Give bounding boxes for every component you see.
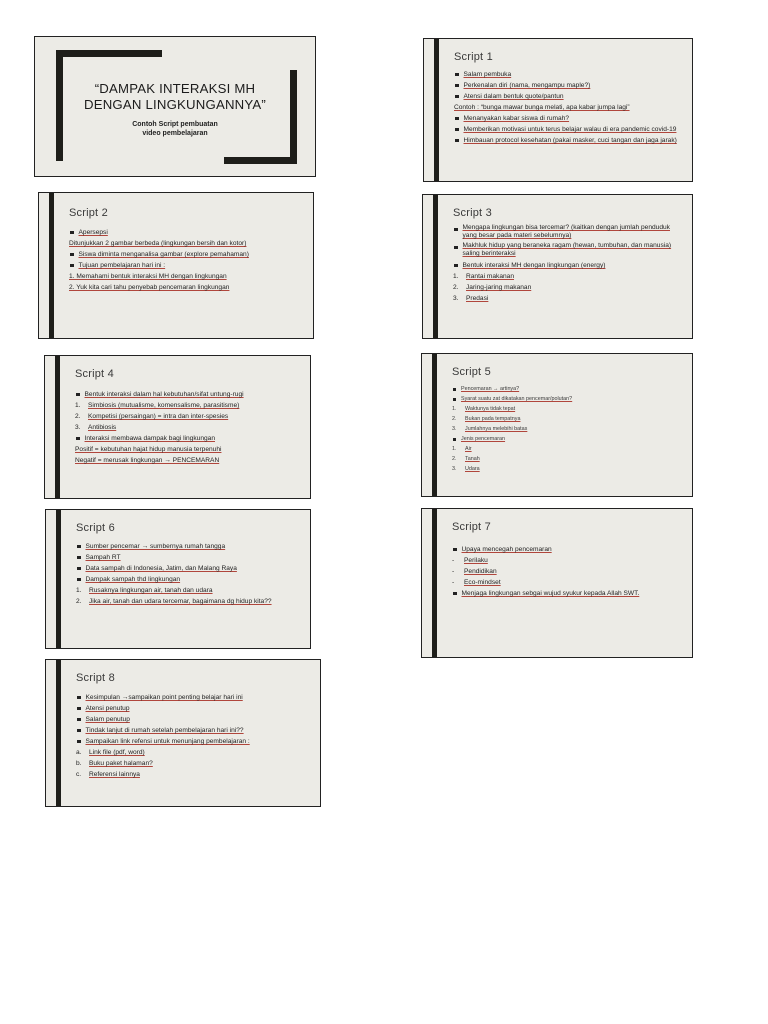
list-number: 3.: [75, 424, 81, 431]
slide-line-text: Sampaikan link refensi untuk menunjang pembelajaran :: [85, 738, 250, 745]
list-number: 1.: [452, 446, 457, 452]
slide-line: [452, 424, 684, 434]
square-bullet-icon: [455, 128, 459, 132]
slide-line: [76, 552, 302, 563]
slide-accent-bar: [432, 354, 437, 496]
slide-line-text: Sampah RT: [85, 554, 121, 561]
slide-script-1[interactable]: [423, 38, 693, 182]
slide-line: [75, 455, 302, 466]
list-number: 3.: [452, 466, 457, 472]
slide-line: [454, 80, 684, 91]
slide-line-text: Salam penutup: [85, 716, 130, 723]
title-slide[interactable]: [34, 36, 316, 177]
slide-accent-bar: [432, 509, 437, 657]
slide-line: [76, 725, 312, 736]
slide-line: [452, 577, 684, 588]
slide-line: [76, 714, 312, 725]
slide-line-text: Bentuk interaksi dalam hal kebutuhan/sifat untung-rugi: [84, 391, 244, 398]
dash-bullet-icon: -: [452, 579, 455, 586]
square-bullet-icon: [454, 228, 458, 232]
slide-line-text: 1. Memahami bentuk interaksi MH dengan lingkungan: [69, 273, 227, 280]
slide-script-4[interactable]: [44, 355, 311, 499]
slide-line-text: Apersepsi: [78, 229, 108, 236]
slide-line: [452, 464, 684, 474]
slide-line-text: Waktunya tidak tepat: [465, 406, 516, 412]
list-number: 3.: [452, 426, 457, 432]
square-bullet-icon: [77, 545, 81, 549]
slide-line-text: Jenis pencemaran: [461, 436, 506, 442]
slide-line: [454, 124, 684, 135]
slide-line: [453, 260, 684, 271]
slide-line-text: Jaring-jaring makanan: [466, 284, 532, 291]
square-bullet-icon: [454, 246, 458, 250]
slide-line: [453, 242, 684, 258]
slide-line-text: Tanah: [465, 456, 480, 462]
slide-title: Script 1: [454, 51, 493, 63]
slide-title: Script 2: [69, 207, 108, 219]
slide-line-text: Atensi dalam bentuk quote/pantun: [463, 93, 564, 100]
slide-line: [69, 271, 305, 282]
slide-line: [452, 444, 684, 454]
square-bullet-icon: [76, 393, 80, 397]
slide-line-text: Pendidikan: [464, 568, 497, 575]
slide-line: [452, 454, 684, 464]
slide-line: [453, 271, 684, 282]
slide-accent-bar: [56, 660, 61, 806]
list-number: a.: [76, 749, 82, 756]
slide-line: [453, 224, 684, 240]
square-bullet-icon: [77, 707, 81, 711]
slide-line: [69, 260, 305, 271]
dash-bullet-icon: -: [452, 557, 455, 564]
slide-line-text: Bentuk interaksi MH dengan lingkungan (energy): [462, 262, 606, 269]
list-number: 1.: [76, 587, 82, 594]
dash-bullet-icon: -: [452, 568, 455, 575]
square-bullet-icon: [70, 231, 74, 235]
slide-line: [76, 541, 302, 552]
slide-line-text: Eco-mindset: [464, 579, 501, 586]
slide-line-text: Positif = kebutuhan hajat hidup manusia terpenuhi: [75, 446, 222, 453]
slide-line: [75, 411, 302, 422]
slide-line-text: Kompetisi (persaingan) = intra dan inter-spesies: [88, 413, 229, 420]
presentation-title-line-1: “DAMPAK INTERAKSI MH: [94, 81, 256, 96]
slide-body: [76, 541, 302, 607]
slide-line: [454, 91, 684, 102]
slide-line-text: Perkenalan diri (nama, mengampu maple?): [463, 82, 591, 89]
square-bullet-icon: [77, 729, 81, 733]
square-bullet-icon: [77, 556, 81, 560]
slide-line: [452, 434, 684, 444]
slide-line: [69, 282, 305, 293]
slide-accent-bar: [434, 39, 439, 181]
slide-accent-bar: [55, 356, 60, 498]
slide-line-text: Link file (pdf, word): [89, 749, 145, 756]
square-bullet-icon: [455, 139, 459, 143]
slide-line: [454, 69, 684, 80]
slide-script-5[interactable]: [421, 353, 693, 497]
list-number: 1.: [452, 406, 457, 412]
square-bullet-icon: [455, 117, 459, 121]
slide-line-text: Pencemaran → artinya?: [461, 386, 520, 392]
list-number: b.: [76, 760, 82, 767]
slide-line: [76, 574, 302, 585]
slide-title: Script 8: [76, 672, 115, 684]
slide-accent-bar: [49, 193, 54, 338]
slide-line-text: Dampak sampah thd lingkungan: [85, 576, 181, 583]
slide-script-6[interactable]: [45, 509, 311, 649]
list-number: 2.: [75, 413, 81, 420]
square-bullet-icon: [453, 592, 457, 596]
slide-line: [453, 282, 684, 293]
slide-line: [452, 555, 684, 566]
square-bullet-icon: [77, 578, 81, 582]
slide-line-text: Makhluk hidup yang beraneka ragam (hewan, tumbuhan, dan manusia) saling berinteraksi: [462, 242, 672, 257]
slide-line: [69, 249, 305, 260]
square-bullet-icon: [455, 84, 459, 88]
slide-line-text: Perilaku: [464, 557, 488, 564]
list-number: 1.: [75, 402, 81, 409]
slide-line-text: Salam pembuka: [463, 71, 512, 78]
slide-title: Script 3: [453, 207, 492, 219]
slide-line: [76, 703, 312, 714]
slide-line: [454, 135, 684, 146]
slide-line: [69, 238, 305, 249]
square-bullet-icon: [453, 398, 456, 401]
slide-line-text: Data sampah di Indonesia, Jatim, dan Malang Raya: [85, 565, 237, 572]
square-bullet-icon: [77, 567, 81, 571]
slide-line-text: Simbiosis (mutualisme, komensalisme, parasitisme): [88, 402, 240, 409]
slide-line: [75, 433, 302, 444]
square-bullet-icon: [70, 264, 74, 268]
slide-line-text: Mengapa lingkungan bisa tercemar? (kaitkan dengan jumlah penduduk yang besar pada materi sebelumnya): [462, 224, 670, 239]
slide-line-text: Udara: [465, 466, 480, 472]
slide-line-text: Tindak lanjut di rumah setelah pembelajaran hari ini??: [85, 727, 244, 734]
slide-line-text: Himbauan protocol kesehatan (pakai masker, cuci tangan dan jaga jarak): [463, 137, 677, 144]
slide-line-text: Upaya mencegah pencemaran: [461, 546, 552, 553]
slide-line-text: Tujuan pembelajaran hari ini :: [78, 262, 166, 269]
slide-line: [76, 563, 302, 574]
slide-line-text: Rantai makanan: [466, 273, 515, 280]
list-number: 1.: [453, 273, 459, 280]
square-bullet-icon: [76, 437, 80, 441]
slide-script-7[interactable]: [421, 508, 693, 658]
slide-line: [452, 384, 684, 394]
slide-script-2[interactable]: [38, 192, 314, 339]
square-bullet-icon: [454, 264, 458, 268]
slide-line: [452, 404, 684, 414]
slide-script-8[interactable]: [45, 659, 321, 807]
slide-line-text: Antibiosis: [88, 424, 117, 431]
slide-line-text: Air: [465, 446, 472, 452]
slide-line: [76, 585, 302, 596]
slide-line-text: Interaksi membawa dampak bagi lingkungan: [84, 435, 215, 442]
slide-line-text: Sumber pencemar → sumbernya rumah tangga: [85, 543, 226, 550]
slide-line: [76, 596, 302, 607]
presentation-subtitle-line-2: video pembelajaran: [142, 130, 208, 137]
square-bullet-icon: [77, 696, 81, 700]
frame-bottom-bar: [224, 157, 297, 164]
slide-title: Script 6: [76, 522, 115, 534]
slide-line: [75, 389, 302, 400]
square-bullet-icon: [77, 740, 81, 744]
slide-line: [76, 747, 312, 758]
slide-body: [453, 224, 684, 304]
slide-line: [452, 394, 684, 404]
slide-body: [69, 227, 305, 293]
slide-line-text: Kesimpulan →sampaikan point penting belajar hari ini: [85, 694, 243, 701]
slide-body: [454, 69, 684, 146]
list-number: 2.: [76, 598, 82, 605]
square-bullet-icon: [455, 73, 459, 77]
slide-line-text: Predasi: [466, 295, 489, 302]
slide-body: [452, 384, 684, 474]
slide-line: [452, 588, 684, 599]
slide-title: Script 5: [452, 366, 491, 378]
slide-line: [76, 692, 312, 703]
square-bullet-icon: [77, 718, 81, 722]
slide-script-3[interactable]: [422, 194, 693, 339]
slide-line-text: Syarat suatu zat dikatakan pencemar/polutan?: [461, 396, 573, 402]
list-number: 3.: [453, 295, 459, 302]
slide-line-text: Jumlahnya melebihi batas: [465, 426, 528, 432]
slide-line: [69, 227, 305, 238]
slide-line-text: Contoh : “bunga mawar bunga melati, apa kabar jumpa lagi”: [454, 104, 630, 111]
slide-line-text: Memberikan motivasi untuk terus belajar walau di era pandemic covid-19: [463, 126, 677, 133]
slide-body: [75, 389, 302, 466]
slide-line-text: Negatif = merusak lingkungan → PENCEMARAN: [75, 457, 220, 464]
square-bullet-icon: [453, 548, 457, 552]
slide-line: [452, 566, 684, 577]
slide-line: [76, 769, 312, 780]
slide-line: [452, 414, 684, 424]
slide-line: [453, 293, 684, 304]
slide-line: [76, 758, 312, 769]
slide-line-text: Buku paket halaman?: [89, 760, 153, 767]
slide-line-text: Referensi lainnya: [89, 771, 140, 778]
slide-line-text: Ditunjukkan 2 gambar berbeda (lingkungan bersih dan kotor): [69, 240, 247, 247]
list-number: 2.: [452, 416, 457, 422]
list-number: 2.: [453, 284, 459, 291]
slide-line: [75, 422, 302, 433]
square-bullet-icon: [70, 253, 74, 257]
slide-line-text: 2. Yuk kita cari tahu penyebab pencemaran lingkungan: [69, 284, 230, 291]
slide-line-text: Jika air, tanah dan udara tercemar, bagaimana dg hidup kita??: [89, 598, 272, 605]
slide-body: [452, 544, 684, 599]
list-number: 2.: [452, 456, 457, 462]
slide-line-text: Bukan pada tempatnya: [465, 416, 521, 422]
slide-line: [76, 736, 312, 747]
slide-line: [454, 113, 684, 124]
presentation-subtitle-line-1: Contoh Script pembuatan: [132, 121, 218, 128]
slide-line: [75, 400, 302, 411]
presentation-title-line-2: DENGAN LINGKUNGANNYA”: [83, 97, 266, 112]
slide-title: Script 7: [452, 521, 491, 533]
square-bullet-icon: [453, 438, 456, 441]
slide-line-text: Atensi penutup: [85, 705, 130, 712]
slide-line-text: Siswa diminta menganalisa gambar (explore pemahaman): [78, 251, 249, 258]
frame-top-bar: [56, 50, 162, 57]
list-number: c.: [76, 771, 82, 778]
slide-body: [76, 692, 312, 780]
slide-line-text: Rusaknya lingkungan air, tanah dan udara: [89, 587, 213, 594]
slide-accent-bar: [433, 195, 438, 338]
slide-line-text: Menanyakan kabar siswa di rumah?: [463, 115, 570, 122]
slide-title: Script 4: [75, 368, 114, 380]
square-bullet-icon: [455, 95, 459, 99]
square-bullet-icon: [453, 388, 456, 391]
slide-line: [452, 544, 684, 555]
slide-line: [454, 102, 684, 113]
slide-line-text: Menjaga lingkungan sebgai wujud syukur kepada Allah SWT.: [461, 590, 640, 597]
slide-line: [75, 444, 302, 455]
slide-accent-bar: [56, 510, 61, 648]
